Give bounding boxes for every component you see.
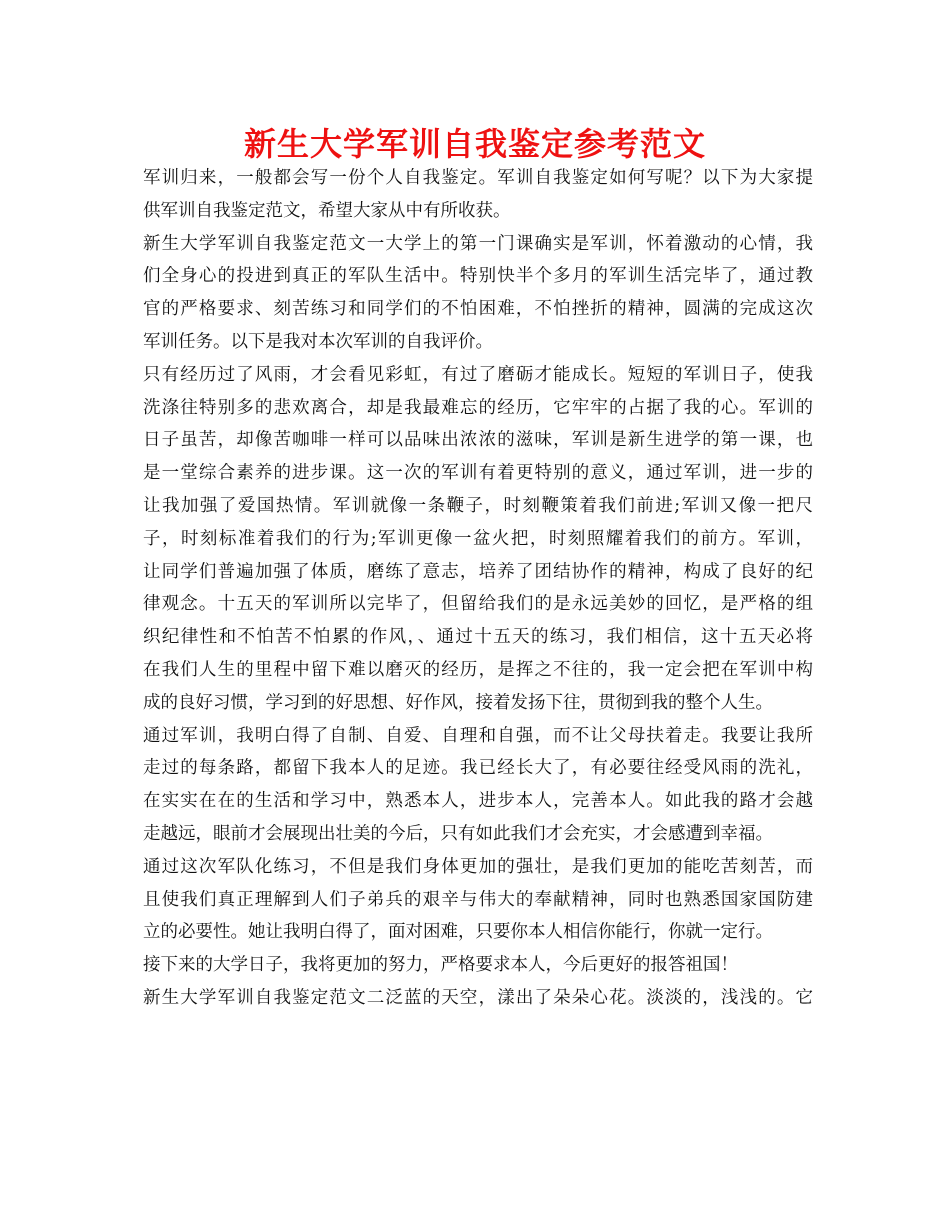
text-line: 在我们人生的里程中留下难以磨灭的经历，是挥之不往的，我一定会把在军训中构 (143, 659, 813, 680)
text-line: 日子虽苦，却像苦咖啡一样可以品味出浓浓的滋味，军训是新生进学的第一课，也 (143, 430, 813, 451)
text-line: 子，时刻标准着我们的行为;军训更像一盆火把，时刻照耀着我们的前方。军训， (143, 528, 813, 549)
text-line: 官的严格要求、刻苦练习和同学们的不怕困难，不怕挫折的精神，圆满的完成这次 (143, 299, 813, 320)
text-line: 军训任务。以下是我对本次军训的自我评价。 (143, 331, 493, 352)
text-line: 新生大学军训自我鉴定范文一大学上的第一门课确实是军训，怀着激动的心情，我 (143, 233, 813, 254)
text-line: 在实实在在的生活和学习中，熟悉本人，进步本人，完善本人。如此我的路才会越 (143, 791, 813, 812)
text-line: 是一堂综合素养的进步课。这一次的军训有着更特别的意义，通过军训，进一步的 (143, 463, 813, 484)
text-line: 接下来的大学日子，我将更加的努力，严格要求本人，今后更好的报答祖国！ (143, 955, 738, 976)
text-line: 只有经历过了风雨，才会看见彩虹，有过了磨砺才能成长。短短的军训日子，使我 (143, 364, 813, 385)
text-line: 让同学们普遍加强了体质，磨练了意志，培养了团结协作的精神，构成了良好的纪 (143, 561, 813, 582)
text-line: 让我加强了爱国热情。军训就像一条鞭子，时刻鞭策着我们前进;军训又像一把尺 (143, 495, 813, 516)
text-line: 走过的每条路，都留下我本人的足迹。我已经长大了，有必要往经受风雨的洗礼， (143, 758, 813, 779)
document-title: 新生大学军训自我鉴定参考范文 (243, 125, 706, 163)
document-body (143, 162, 813, 1015)
text-line: 供军训自我鉴定范文，希望大家从中有所收获。 (143, 200, 511, 221)
text-line: 且使我们真正理解到人们子弟兵的艰辛与伟大的奉献精神，同时也熟悉国家国防建 (143, 889, 813, 910)
text-line: 们全身心的投进到真正的军队生活中。特别快半个多月的军训生活完毕了，通过教 (143, 266, 813, 287)
text-line: 通过军训，我明白得了自制、自爱、自理和自强，而不让父母扶着走。我要让我所 (143, 725, 813, 746)
text-line: 通过这次军队化练习，不但是我们身体更加的强壮，是我们更加的能吃苦刻苦，而 (143, 856, 813, 877)
text-line: 律观念。十五天的军训所以完毕了，但留给我们的是永远美妙的回忆，是严格的组 (143, 594, 813, 615)
text-line: 走越远，眼前才会展现出壮美的今后，只有如此我们才会充实，才会感遭到幸福。 (143, 823, 773, 844)
text-line: 新生大学军训自我鉴定范文二泛蓝的天空，漾出了朵朵心花。淡淡的，浅浅的。它 (143, 987, 813, 1008)
text-line: 洗涤往特别多的悲欢离合，却是我最难忘的经历，它牢牢的占据了我的心。军训的 (143, 397, 813, 418)
text-line: 成的良好习惯，学习到的好思想、好作风，接着发扬下往，贯彻到我的整个人生。 (143, 692, 773, 713)
text-line: 立的必要性。她让我明白得了，面对困难，只要你本人相信你能行，你就一定行。 (143, 922, 773, 943)
text-line: 军训归来，一般都会写一份个人自我鉴定。军训自我鉴定如何写呢？以下为大家提 (143, 168, 813, 188)
text-line: 织纪律性和不怕苦不怕累的作风，、通过十五天的练习，我们相信，这十五天必将 (143, 627, 813, 648)
